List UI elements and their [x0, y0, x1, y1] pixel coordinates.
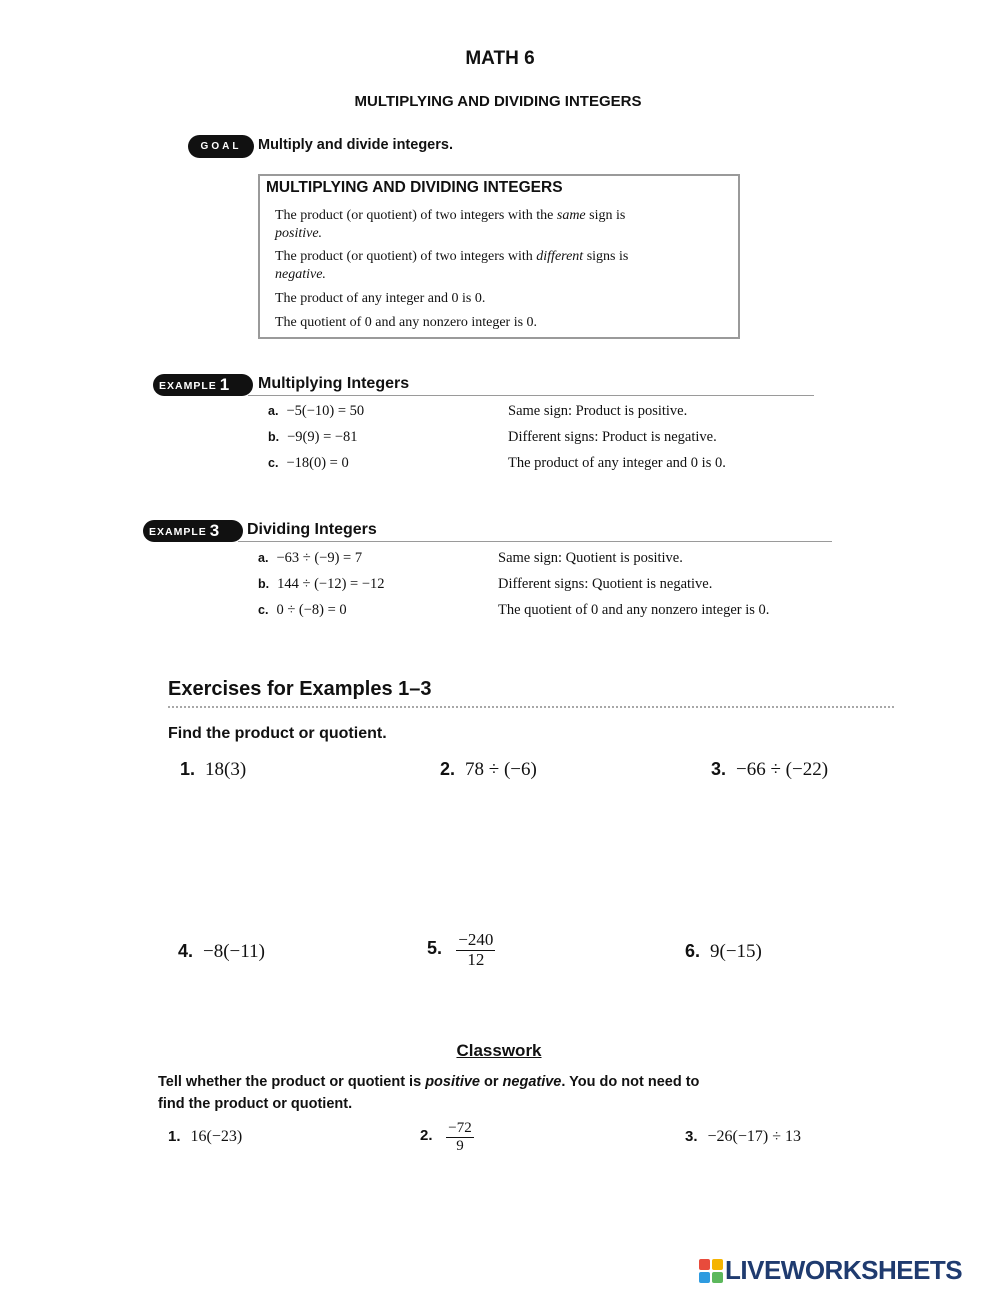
liveworksheets-logo-icon [699, 1259, 723, 1283]
example-3-title: Dividing Integers [247, 521, 377, 538]
goal-text: Multiply and divide integers. [258, 137, 453, 153]
example-3-divider [238, 541, 832, 542]
classwork-problem-2: 2. $\frac{-72}{9}$ [420, 1120, 472, 1154]
example-3-note-a: Same sign: Quotient is positive. [498, 550, 683, 566]
example-3-row-c: c. 0 ÷ (−8) = 0 [258, 602, 347, 618]
exercises-heading: Exercises for Examples 1–3 [168, 678, 432, 700]
example-3-row-b: b. 144 ÷ (−12) = −12 [258, 576, 385, 592]
example-1-row-b: b. −9(9) = −81 [268, 429, 358, 445]
example-1-row-c: c. −18(0) = 0 [268, 455, 349, 471]
exercise-4: 4. −8(−11) [178, 941, 265, 962]
example-3-row-a: a. −63 ÷ (−9) = 7 [258, 550, 363, 566]
example-1-title: Multiplying Integers [258, 375, 410, 392]
classwork-heading: Classwork [456, 1041, 542, 1060]
exercise-3: 3. −66 ÷ (−22) [711, 759, 829, 780]
exercises-divider [168, 706, 894, 708]
rule-item: The product of any integer and 0 is 0. [275, 291, 486, 306]
exercise-1: 1. 18(3) [180, 759, 247, 780]
page-subtitle: MULTIPLYING AND DIVIDING INTEGERS [354, 93, 642, 110]
page-title: MATH 6 [465, 48, 535, 69]
fraction: $\frac{-240}{12}$ [458, 930, 494, 969]
rule-item: The product (or quotient) of two integers with different signs is negative. [275, 249, 629, 282]
rule-item: The product (or quotient) of two integers with the same sign is positive. [275, 208, 626, 241]
example-3-badge: EXAMPLE 3 [143, 520, 243, 542]
exercise-6: 6. 9(−15) [685, 941, 762, 962]
fraction: $\frac{-72}{9}$ [448, 1120, 472, 1154]
exercise-2: 2. 78 ÷ (−6) [440, 759, 537, 780]
example-3-note-b: Different signs: Quotient is negative. [498, 576, 713, 592]
example-3-note-c: The quotient of 0 and any nonzero integer is 0. [498, 602, 770, 618]
example-1-divider [248, 395, 814, 396]
example-1-note-a: Same sign: Product is positive. [508, 403, 688, 419]
goal-badge: GOAL [188, 135, 254, 158]
example-1-badge: EXAMPLE 1 [153, 374, 253, 396]
liveworksheets-logo [699, 1255, 962, 1285]
example-1-note-c: The product of any integer and 0 is 0. [508, 455, 726, 471]
classwork-instruction: Tell whether the product or quotient is positive or negative. You do not need to find the product or quotient. [158, 1074, 700, 1112]
rules-box-title: MULTIPLYING AND DIVIDING INTEGERS [266, 179, 563, 196]
classwork-problem-3: 3. −26(−17) ÷ 13 [685, 1128, 801, 1145]
example-1-note-b: Different signs: Product is negative. [508, 429, 717, 445]
classwork-problem-1: 1. 16(−23) [168, 1128, 243, 1145]
exercise-5: 5. $\frac{-240}{12}$ [427, 930, 494, 969]
rule-item: The quotient of 0 and any nonzero integer is 0. [275, 315, 538, 330]
exercises-instruction: Find the product or quotient. [168, 725, 387, 742]
logo-text: LIVEWORKSHEETS [725, 1255, 963, 1285]
example-1-row-a: a. −5(−10) = 50 [268, 403, 365, 419]
